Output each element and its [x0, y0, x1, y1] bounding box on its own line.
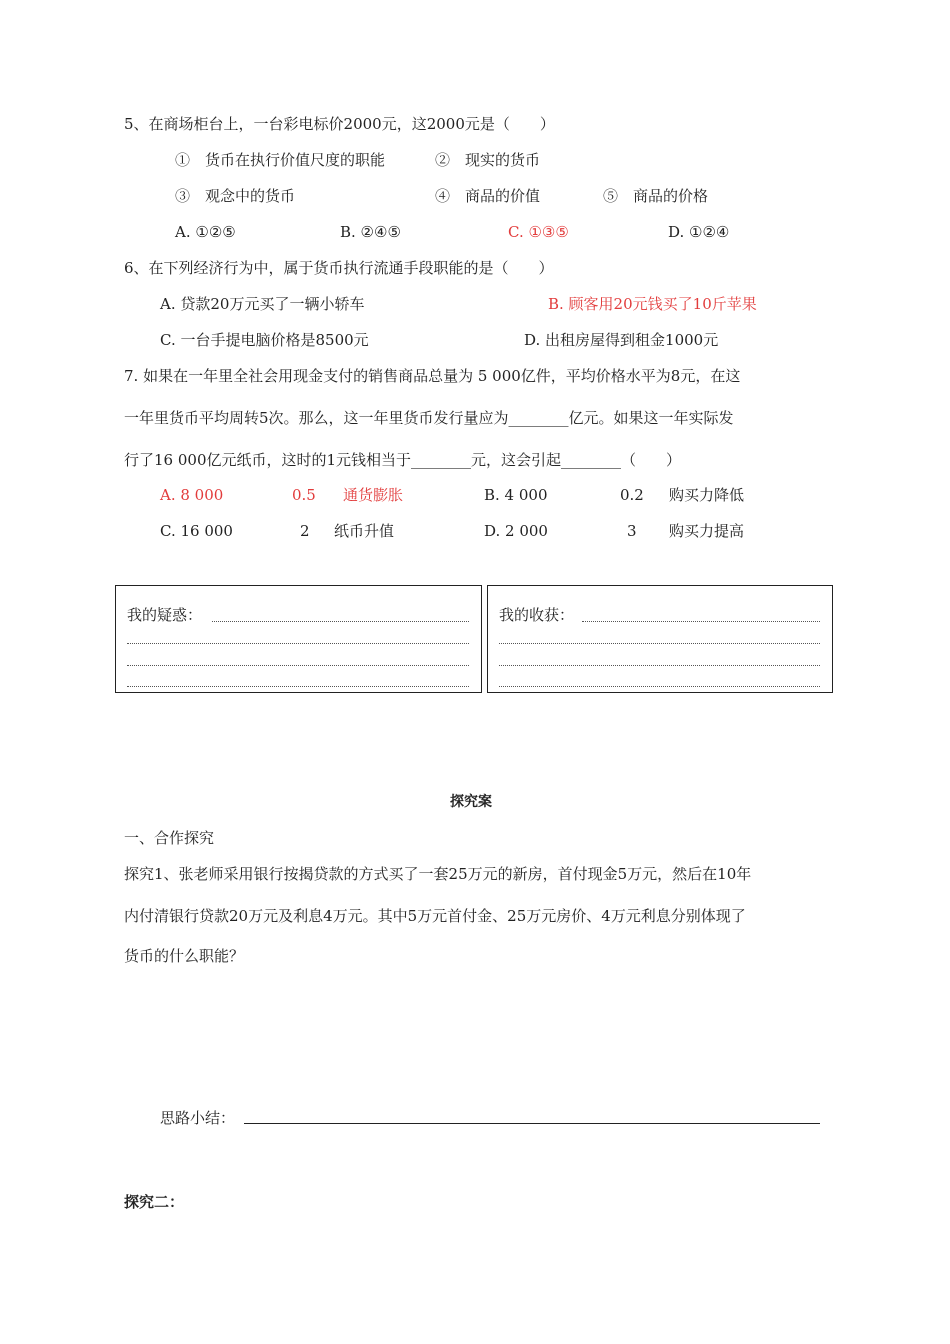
q7-choice-c-1: C. 16 000: [160, 522, 233, 540]
q7-choice-c-3: 纸币升值: [334, 522, 395, 540]
explore-1-line-1: 探究1、张老师采用银行按揭贷款的方式买了一套25万元的新房，首付现金5万元，然后在10年: [124, 865, 752, 883]
q6-stem: 6、在下列经济行为中，属于货币执行流通手段职能的是（ ）: [124, 259, 554, 277]
gain-label: 我的收获：: [499, 606, 575, 624]
q5-option-1: ① 货币在执行价值尺度的职能: [175, 151, 386, 169]
gain-line-1[interactable]: [582, 621, 820, 622]
doubt-line-3[interactable]: [127, 665, 469, 666]
q5-option-2: ② 现实的货币: [435, 151, 541, 169]
q7-line-1: 7. 如果在一年里全社会用现金支付的销售商品总量为 5 000亿件，平均价格水平为8元，在这: [124, 367, 741, 385]
q7-choice-a-2: 0.5: [292, 486, 316, 504]
summary-answer-line[interactable]: [244, 1123, 820, 1124]
explore-1-line-2: 内付清银行贷款20万元及利息4万元。其中5万元首付金、25万元房价、4万元利息分别体现了: [124, 907, 746, 925]
gain-line-2[interactable]: [499, 643, 820, 644]
doubt-line-2[interactable]: [127, 643, 469, 644]
q7-choice-a-3: 通货膨胀: [343, 486, 404, 504]
q5-option-3: ③ 观念中的货币: [175, 187, 296, 205]
explore-1-line-3: 货币的什么职能？: [124, 947, 245, 965]
q7-choice-d-1: D. 2 000: [484, 522, 548, 540]
explore-section-heading: 一、合作探究: [124, 829, 215, 847]
doubt-box: [115, 585, 482, 693]
q7-choice-b-3: 购买力降低: [669, 486, 745, 504]
gain-line-3[interactable]: [499, 665, 820, 666]
q7-choice-b-1: B. 4 000: [484, 486, 548, 504]
q7-choice-d-2: 3: [627, 522, 637, 540]
summary-label: 思路小结：: [160, 1109, 236, 1127]
q6-choice-b-answer: B. 顾客用20元钱买了10斤苹果: [548, 295, 757, 313]
q6-choice-a: A. 贷款20万元买了一辆小轿车: [160, 295, 365, 313]
explore-2-heading: 探究二：: [124, 1193, 185, 1211]
q5-choice-d: D. ①②④: [668, 223, 730, 241]
gain-box: [487, 585, 833, 693]
doubt-label: 我的疑惑：: [127, 606, 203, 624]
q5-option-5: ⑤ 商品的价格: [603, 187, 709, 205]
q5-option-4: ④ 商品的价值: [435, 187, 541, 205]
q7-choice-d-3: 购买力提高: [669, 522, 745, 540]
q6-choice-c: C. 一台手提电脑价格是8500元: [160, 331, 369, 349]
q6-choice-d: D. 出租房屋得到租金1000元: [524, 331, 719, 349]
doubt-line-4[interactable]: [127, 686, 469, 687]
q5-choice-a: A. ①②⑤: [175, 223, 236, 241]
q7-line-2: 一年里货币平均周转5次。那么，这一年里货币发行量应为________亿元。如果这一年实际发: [124, 409, 734, 427]
q7-line-3: 行了16 000亿元纸币，这时的1元钱相当于________元，这会引起________（ ）: [124, 451, 682, 469]
q5-stem: 5、在商场柜台上，一台彩电标价2000元，这2000元是（ ）: [124, 115, 555, 133]
q7-choice-b-2: 0.2: [620, 486, 644, 504]
explore-title: 探究案: [450, 794, 492, 810]
q5-choice-c-answer: C. ①③⑤: [508, 223, 569, 241]
q7-choice-a-1: A. 8 000: [160, 486, 224, 504]
doubt-line-1[interactable]: [212, 621, 469, 622]
q5-choice-b: B. ②④⑤: [340, 223, 401, 241]
gain-line-4[interactable]: [499, 686, 820, 687]
q7-choice-c-2: 2: [300, 522, 310, 540]
